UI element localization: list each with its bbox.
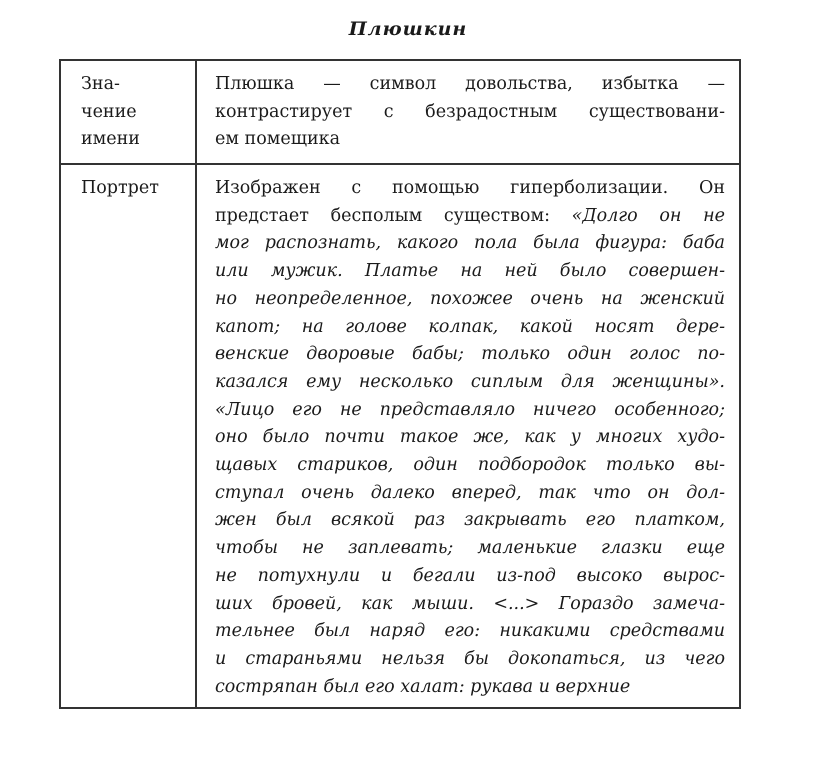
content-line: чтобы не заплевать; маленькие глазки еще [215, 538, 725, 559]
label-line: Зна- [81, 74, 120, 94]
row-label-name-meaning [60, 60, 196, 164]
content-line: состряпан был его халат: рукава и верхние [215, 676, 631, 697]
content-line: контрастирует с безрадостным существовани- [215, 101, 725, 122]
content-line: венские дворовые бабы; только один голос по- [215, 344, 725, 365]
content-line: ступал очень далеко вперед, так что он дол- [215, 482, 725, 503]
label-line: чение [81, 101, 137, 122]
characteristics-table [59, 59, 741, 709]
content-line: или мужик. Платье на ней было совершен- [215, 261, 725, 282]
row-content-portrait [196, 164, 740, 708]
content-line: щавых стариков, один подбородок только вы- [215, 455, 725, 476]
page-title: Плюшкин [348, 18, 468, 40]
row-content-name-meaning [196, 60, 740, 164]
content-line: и стараньями нельзя бы докопаться, из чего [215, 648, 725, 669]
label-line: Портрет [81, 178, 159, 198]
content-line: «Лицо его не представляло ничего особенного; [215, 399, 725, 420]
content-line: Изображен с помощью гиперболизации. Он [215, 178, 725, 198]
content-line: предстает бесполым существом: «Долго он не [215, 205, 725, 226]
content-line: казался ему несколько сиплым для женщины». [215, 371, 725, 392]
content-line: не потухнули и бегали из-под высоко вырос- [215, 565, 725, 586]
content-line: оно было почти такое же, как у многих худо- [215, 427, 725, 448]
content-line: но неопределенное, похожее очень на женский [215, 288, 725, 309]
content-line: Плюшка — символ довольства, избытка — [215, 74, 725, 94]
row-label-portrait [60, 164, 196, 708]
content-line: капот; на голове колпак, какой носят дере- [215, 316, 725, 337]
table-row-portrait [60, 164, 740, 708]
content-line: тельнее был наряд его: никакими средствами [215, 621, 725, 642]
content-line: ших бровей, как мыши. <...> Гораздо замеча- [215, 593, 725, 614]
table-row-name-meaning [60, 60, 740, 164]
content-line: мог распознать, какого пола была фигура: баба [215, 233, 725, 254]
content-line: жен был всякой раз закрывать его платком, [215, 510, 725, 531]
content-line: ем помещика [215, 129, 341, 150]
label-line: имени [81, 129, 140, 150]
